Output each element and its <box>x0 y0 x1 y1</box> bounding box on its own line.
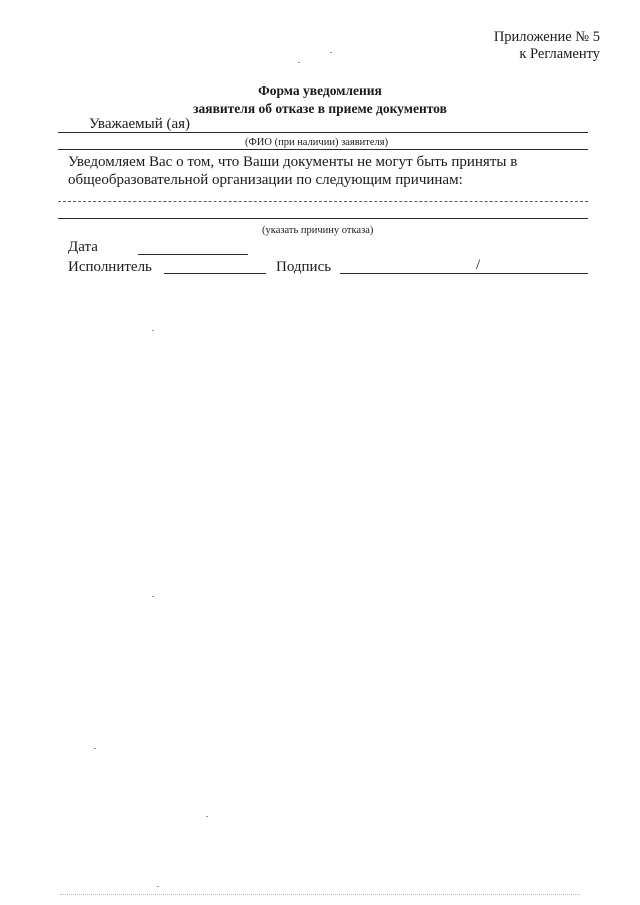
reason-line-2 <box>58 218 588 219</box>
scan-speck <box>330 52 332 53</box>
scan-speck <box>94 748 96 749</box>
executor-label: Исполнитель <box>68 259 152 275</box>
date-label: Дата <box>68 239 98 255</box>
caption-divider-line <box>58 149 588 150</box>
signature-line <box>340 273 588 274</box>
signature-separator: / <box>476 257 481 273</box>
notice-text-line2: общеобразовательной организации по следующим причинам: <box>68 172 463 188</box>
date-line <box>138 254 248 255</box>
scan-edge-artifact <box>60 894 580 895</box>
scan-speck <box>152 330 154 331</box>
reason-line-1 <box>58 201 588 202</box>
scan-speck <box>157 886 159 887</box>
reason-caption: (указать причину отказа) <box>262 225 374 236</box>
appendix-number: Приложение № 5 <box>493 29 600 45</box>
executor-line <box>164 273 266 274</box>
applicant-name-caption: (ФИО (при наличии) заявителя) <box>245 137 389 148</box>
scan-speck <box>298 62 300 63</box>
scan-speck <box>206 816 208 817</box>
applicant-name-line <box>58 132 588 133</box>
scan-speck <box>152 596 154 597</box>
appendix-reference: к Регламенту <box>519 46 600 62</box>
greeting-label: Уважаемый (ая) <box>89 116 191 132</box>
signature-label: Подпись <box>276 259 332 275</box>
form-subtitle: заявителя об отказе в приеме документов <box>193 101 447 116</box>
form-title: Форма уведомления <box>258 83 382 98</box>
notice-text-line1: Уведомляем Вас о том, что Ваши документы не могут быть приняты в <box>68 154 518 170</box>
